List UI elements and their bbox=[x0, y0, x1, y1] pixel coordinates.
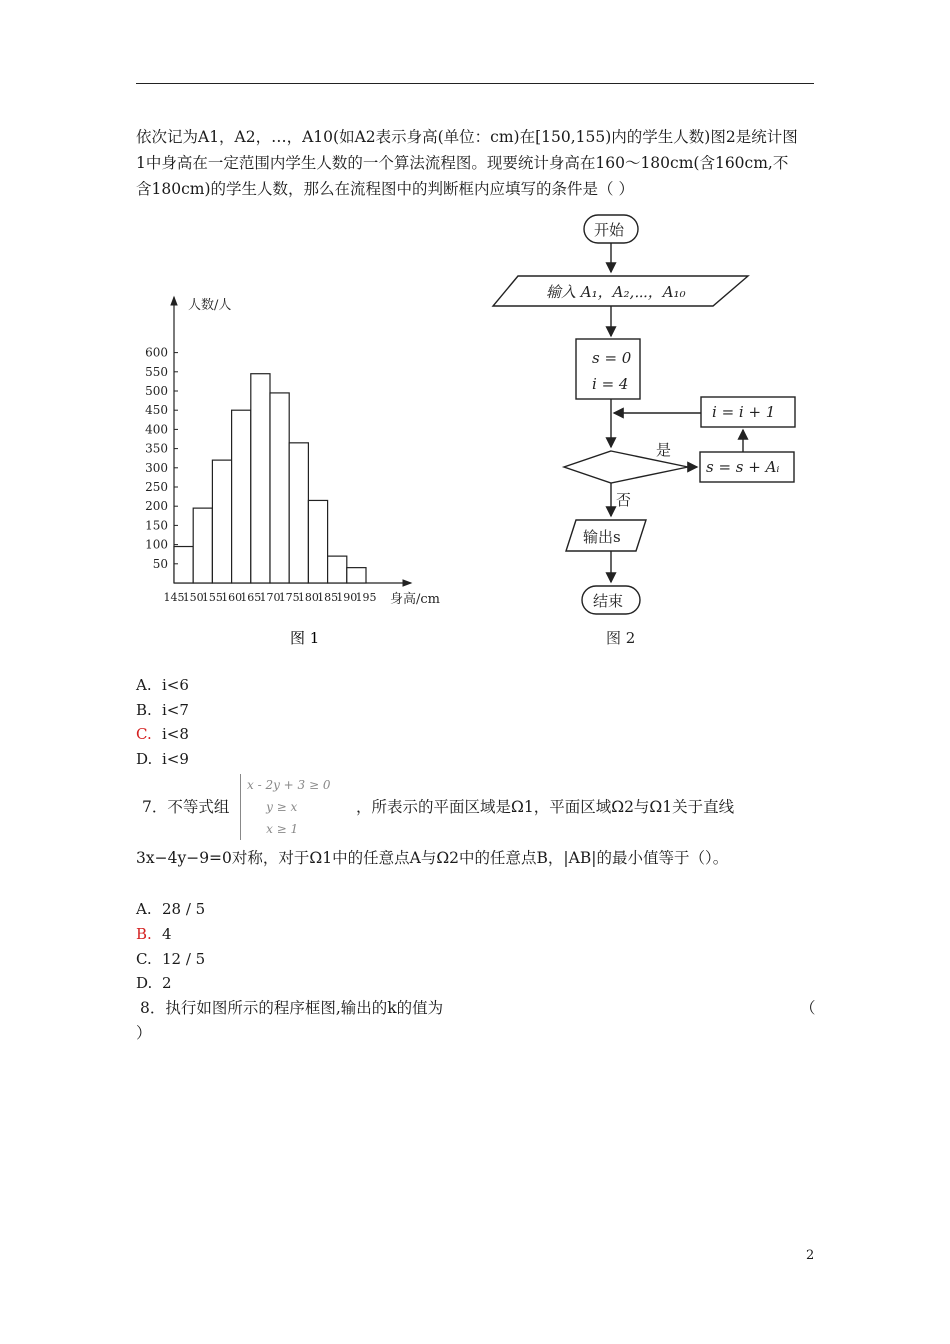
init-s-label: s = 0 bbox=[592, 349, 632, 367]
y-tick-label: 350 bbox=[145, 441, 168, 456]
input-label: 输入 A₁，A₂,⋯，A₁₀ bbox=[546, 283, 686, 301]
histogram-bar bbox=[308, 500, 327, 583]
x-tick-label: 150 bbox=[182, 591, 204, 604]
q6-text-line-1: 依次记为A1，A2，…，A10(如A2表示身高(单位：cm)在[150,155)内的学生人数)图2是统计图 bbox=[136, 128, 798, 146]
q8-paren-close: ） bbox=[136, 1024, 152, 1042]
histogram-bar bbox=[328, 556, 347, 583]
y-tick-label: 50 bbox=[152, 556, 168, 571]
yes-label: 是 bbox=[656, 441, 672, 459]
figure-2-caption: 图 2 bbox=[606, 629, 636, 647]
increment-label: i = i + 1 bbox=[712, 403, 776, 421]
inequality-2: y ≥ x bbox=[247, 800, 298, 814]
end-label: 结束 bbox=[593, 592, 624, 610]
histogram-bar bbox=[270, 393, 289, 583]
y-axis-arrow bbox=[171, 297, 177, 305]
y-tick-label: 100 bbox=[145, 537, 168, 552]
x-tick-label: 165 bbox=[240, 591, 262, 604]
q8-text: 8．执行如图所示的程序框图,输出的k的值为 bbox=[140, 999, 444, 1017]
x-tick-label: 180 bbox=[297, 591, 319, 604]
x-tick-label: 190 bbox=[336, 591, 358, 604]
q7-option-d: D. 2 bbox=[136, 974, 172, 992]
no-label: 否 bbox=[616, 491, 632, 509]
histogram-bar bbox=[212, 460, 231, 583]
page-number: 2 bbox=[806, 1248, 815, 1263]
q7-option-b: B. 4 bbox=[136, 925, 172, 943]
q7-option-c: C. 12 / 5 bbox=[136, 950, 206, 968]
x-axis-label: 身高/cm bbox=[390, 592, 440, 607]
x-tick-label: 155 bbox=[201, 591, 223, 604]
y-tick-label: 450 bbox=[145, 403, 168, 418]
accumulate-label: s = s + Aᵢ bbox=[706, 458, 780, 476]
q7-suffix: ，所表示的平面区域是Ω1，平面区域Ω2与Ω1关于直线 bbox=[356, 798, 735, 816]
y-axis-label: 人数/人 bbox=[188, 298, 232, 313]
q7-inequality-system bbox=[240, 774, 331, 840]
y-tick-label: 250 bbox=[145, 480, 168, 494]
histogram-bar bbox=[174, 547, 193, 583]
q7-prefix: 7．不等式组 bbox=[142, 798, 230, 816]
output-label: 输出s bbox=[583, 528, 621, 546]
x-tick-label: 195 bbox=[355, 591, 377, 604]
y-tick-label: 500 bbox=[145, 384, 168, 398]
q6-text-line-3: 含180cm)的学生人数，那么在流程图中的判断框内应填写的条件是（ ） bbox=[136, 180, 634, 198]
histogram-bar bbox=[251, 374, 270, 583]
x-tick-label: 175 bbox=[278, 591, 300, 604]
inequality-1: x - 2y + 3 ≥ 0 bbox=[247, 778, 331, 792]
x-tick-label: 145 bbox=[163, 591, 185, 604]
y-tick-label: 150 bbox=[145, 518, 168, 533]
q7-option-a: A. 28 / 5 bbox=[136, 900, 206, 918]
start-label: 开始 bbox=[594, 221, 625, 239]
histogram-bar bbox=[347, 568, 366, 583]
figure-2-flowchart bbox=[488, 205, 808, 655]
q6-option-c: C. i<8 bbox=[136, 725, 189, 743]
header-rule bbox=[136, 83, 814, 84]
q6-option-b: B. i<7 bbox=[136, 701, 189, 719]
figure-1-caption: 图 1 bbox=[290, 629, 320, 647]
inequality-3: x ≥ 1 bbox=[247, 822, 299, 836]
init-i-label: i = 4 bbox=[592, 375, 629, 393]
q8-paren-open: （ bbox=[800, 999, 816, 1017]
histogram-bar bbox=[232, 410, 251, 583]
q6-option-a: A. i<6 bbox=[136, 676, 189, 694]
x-tick-label: 160 bbox=[221, 591, 243, 604]
figure-1-histogram bbox=[130, 285, 510, 655]
q6-option-d: D. i<9 bbox=[136, 750, 189, 768]
y-tick-label: 200 bbox=[145, 499, 168, 514]
x-axis-arrow bbox=[403, 580, 411, 586]
y-tick-label: 300 bbox=[145, 460, 168, 475]
y-tick-label: 600 bbox=[145, 345, 168, 360]
histogram-bar bbox=[193, 508, 212, 583]
x-tick-label: 170 bbox=[259, 591, 281, 604]
histogram-bar bbox=[289, 443, 308, 583]
y-tick-label: 400 bbox=[145, 422, 168, 437]
y-tick-label: 550 bbox=[145, 364, 168, 379]
q6-text-line-2: 1中身高在一定范围内学生人数的一个算法流程图。现要统计身高在160～180cm(含160cm,不 bbox=[136, 154, 789, 172]
q7-line-2: 3x−4y−9=0对称，对于Ω1中的任意点A与Ω2中的任意点B，|AB|的最小值等于（）。 bbox=[136, 849, 729, 867]
x-tick-label: 185 bbox=[317, 591, 339, 604]
